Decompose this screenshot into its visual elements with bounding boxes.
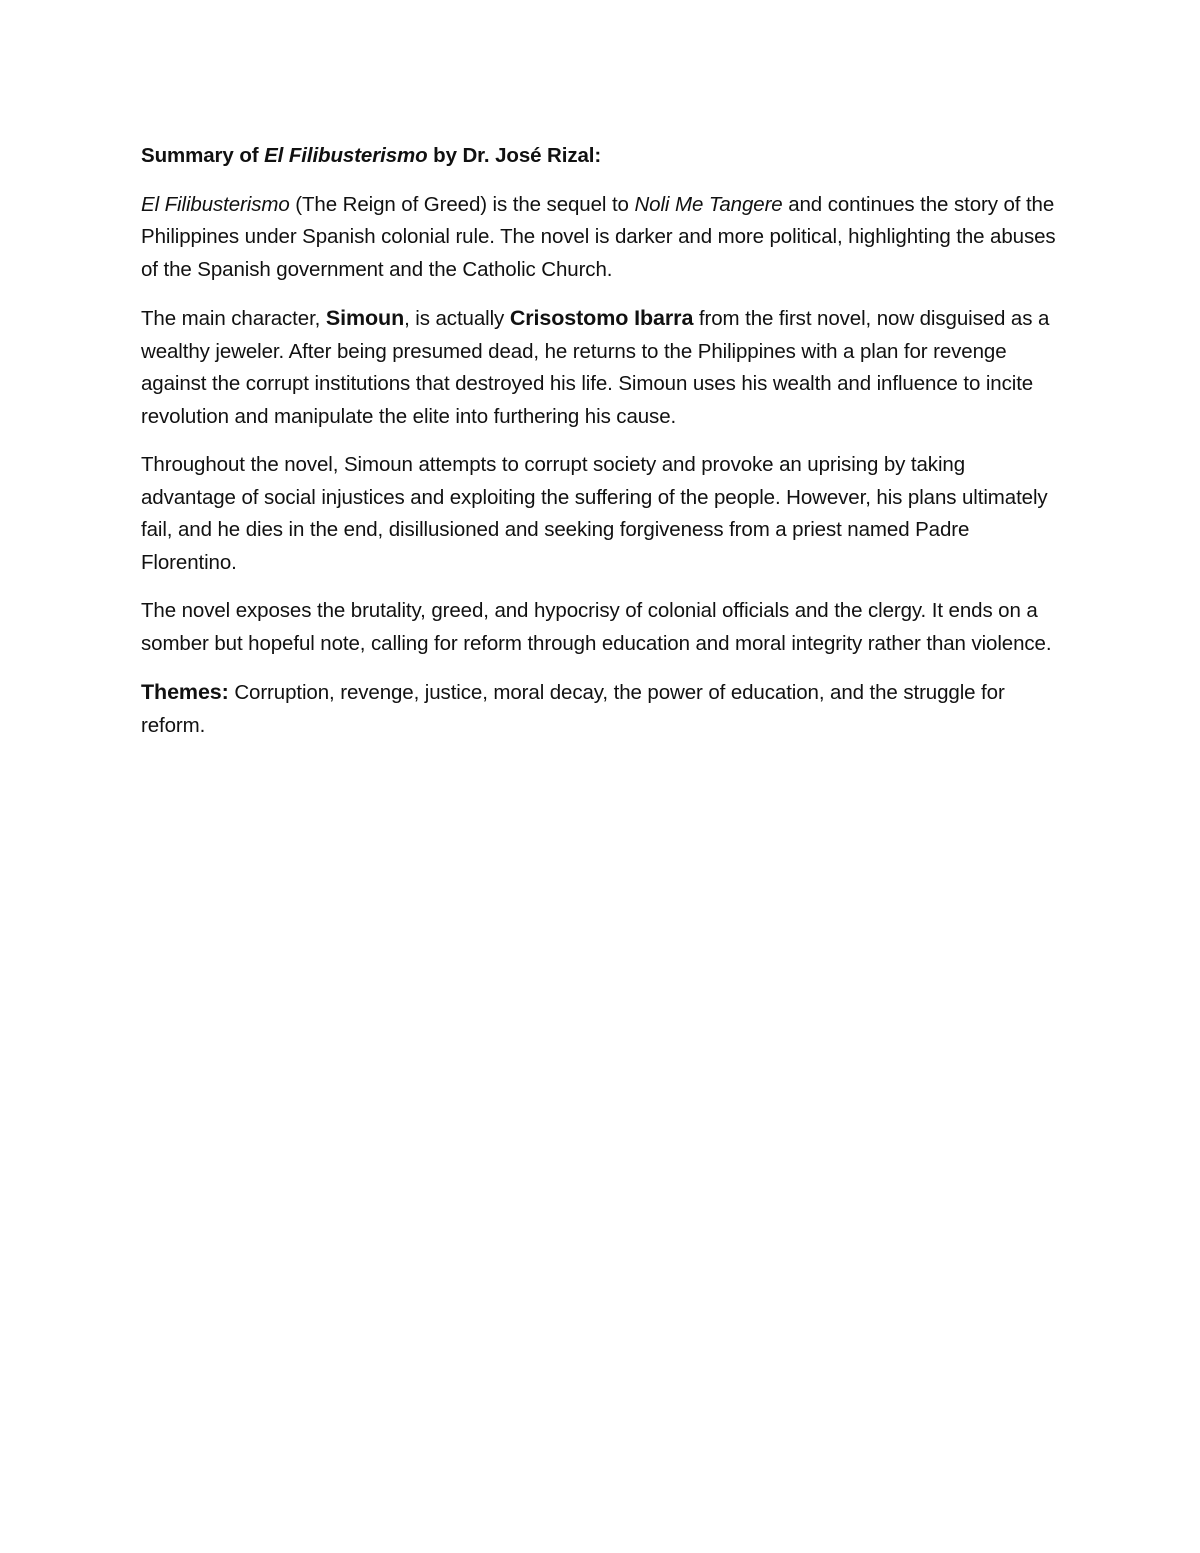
plot-paragraph: Throughout the novel, Simoun attempts to corrupt society and provoke an uprising by taking advantage of social injustices and exploiting the suffering of the people. However, his plans ultimately fail, and he dies in the end, disillusioned and seeking forgiveness from a priest named Padre Florentino. bbox=[141, 453, 1048, 574]
title-prefix: Summary of bbox=[141, 144, 265, 167]
conclusion-paragraph: The novel exposes the brutality, greed, and hypocrisy of colonial officials and the clergy. It ends on a somber but hopeful note, calling for reform through education and moral integrity rather than violence. bbox=[141, 599, 1052, 655]
character-text-1: The main character, bbox=[141, 307, 326, 330]
character-name-simoun: Simoun bbox=[325, 306, 405, 330]
character-name-ibarra: Crisostomo Ibarra bbox=[509, 306, 694, 330]
intro-paragraph bbox=[141, 189, 1061, 287]
document-title bbox=[141, 140, 1061, 173]
intro-text-1: (The Reign of Greed) is the sequel to bbox=[289, 192, 635, 216]
intro-book-name: El Filibusterismo bbox=[141, 192, 290, 216]
document-body bbox=[141, 140, 1061, 758]
themes-label: Themes: bbox=[141, 680, 229, 704]
character-paragraph bbox=[141, 302, 1061, 433]
title-suffix: by Dr. José Rizal: bbox=[427, 144, 602, 167]
intro-text-2: and continues the story of the Philippines under Spanish colonial rule. The novel is darker and more political, highlighting the abuses of the Spanish government and the Catholic Church. bbox=[141, 192, 1056, 281]
character-text-2: , is actually bbox=[404, 307, 510, 330]
title-book-name: El Filibusterismo bbox=[264, 144, 428, 167]
character-text-3: from the first novel, now disguised as a wealthy jeweler. After being presumed dead, he returns to the Philippines with a plan for revenge against the corrupt institutions that destroyed his life. Simoun uses his wealth and influence to incite revolution and manipulate the elite into furthering his cause. bbox=[141, 307, 1050, 428]
themes-paragraph bbox=[141, 676, 1061, 742]
themes-text: Corruption, revenge, justice, moral decay, the power of education, and the struggle for reform. bbox=[141, 681, 1005, 737]
intro-prior-book-name: Noli Me Tangere bbox=[634, 192, 783, 216]
